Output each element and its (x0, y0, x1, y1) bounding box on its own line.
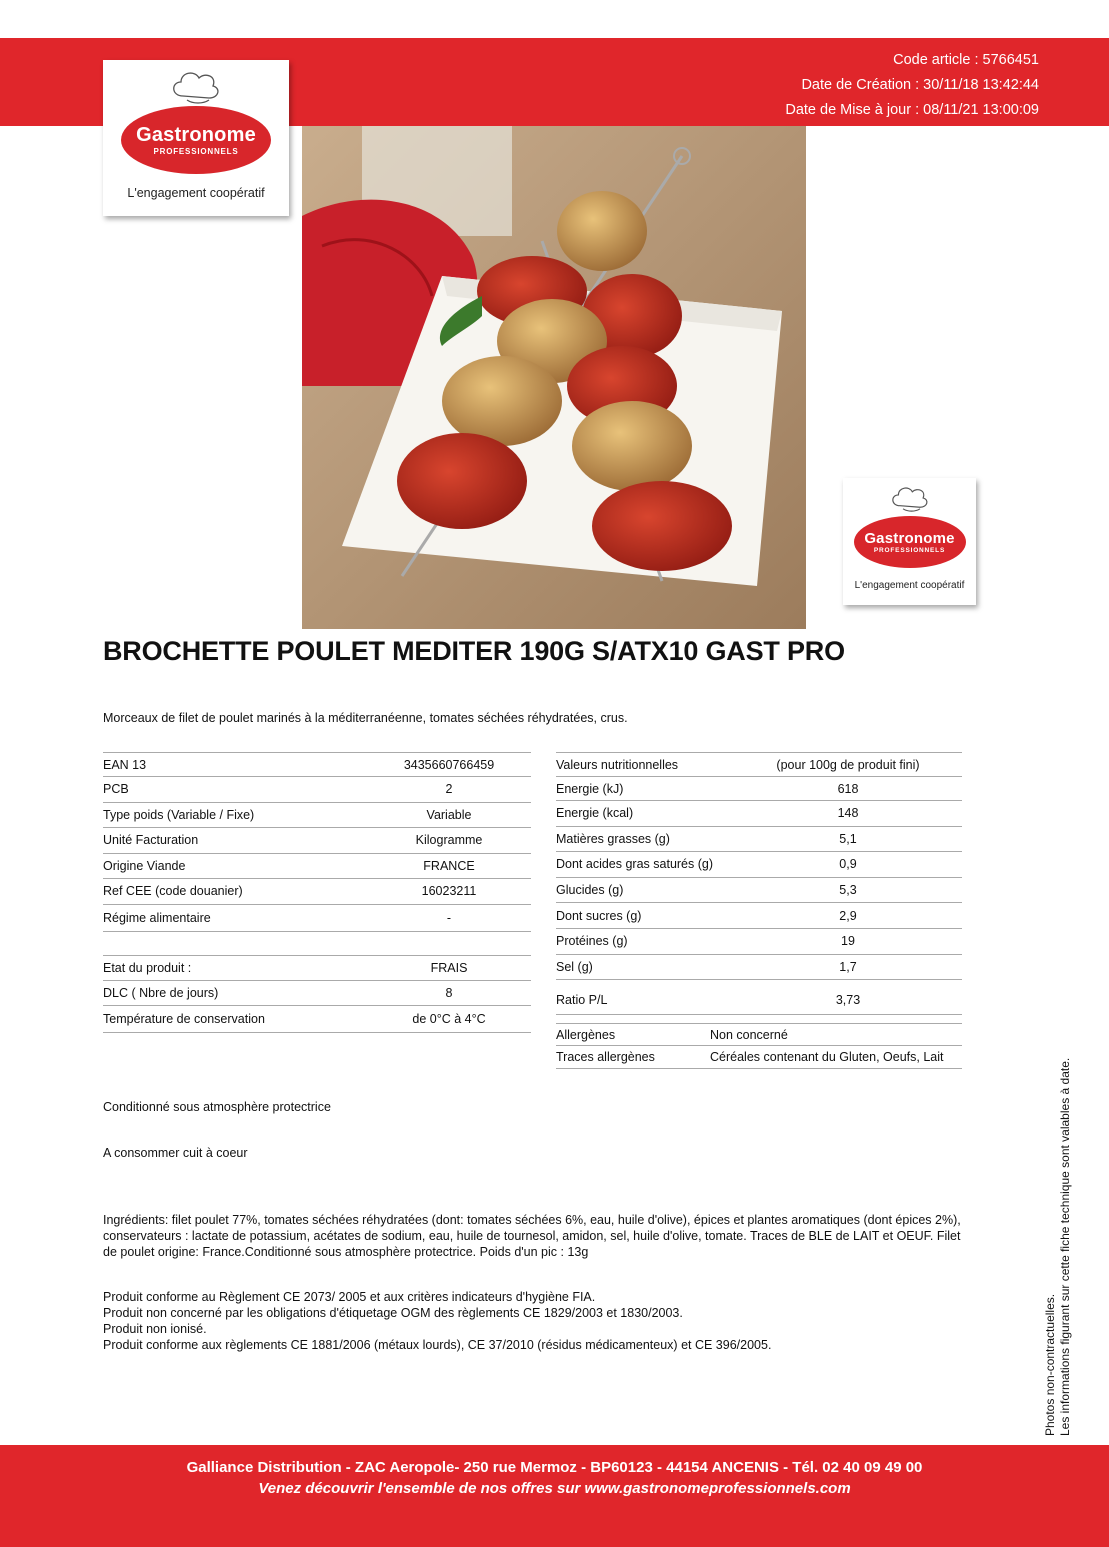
date-creation: Date de Création : 30/11/18 13:42:44 (801, 77, 1039, 93)
footer-address: Galliance Distribution - ZAC Aeropole- 250 rue Mermoz - BP60123 - 44154 ANCENIS - Tél. 02 40 09 49 00 (186, 1459, 923, 1476)
table-row: Energie (kcal) 148 (556, 801, 962, 827)
brand-logo-main (103, 60, 289, 216)
brand-badge (854, 516, 966, 568)
packaging-note: Conditionné sous atmosphère protectrice (103, 1100, 331, 1114)
allergen-row: Allergènes Non concerné (556, 1023, 962, 1046)
table-row: Dont acides gras saturés (g) 0,9 (556, 852, 962, 878)
chef-hat-icon (883, 482, 937, 514)
footer-website: Venez découvrir l'ensemble de nos offres sur www.gastronomeprofessionnels.com (258, 1480, 851, 1497)
table-row: EAN 13 3435660766459 (103, 752, 531, 777)
table-row: Glucides (g) 5,3 (556, 878, 962, 904)
table-row: Régime alimentaire - (103, 905, 531, 932)
brand-sub: PROFESSIONNELS (153, 147, 239, 156)
table-row: Température de conservation de 0°C à 4°C (103, 1006, 531, 1033)
table-row: Type poids (Variable / Fixe) Variable (103, 803, 531, 829)
table-row: PCB 2 (103, 777, 531, 803)
table-row: Matières grasses (g) 5,1 (556, 827, 962, 853)
table-row: Energie (kJ) 618 (556, 777, 962, 801)
compliance-line: Produit conforme aux règlements CE 1881/2006 (métaux lourds), CE 37/2010 (résidus médicamenteux) et CE 396/2005. (103, 1338, 772, 1352)
table-row: Ref CEE (code douanier) 16023211 (103, 879, 531, 905)
brand-badge (121, 106, 271, 174)
table-row: Sel (g) 1,7 (556, 955, 962, 981)
brand-tagline: L'engagement coopératif (854, 580, 965, 591)
brand-tagline: L'engagement coopératif (127, 186, 265, 200)
brand-name: Gastronome (864, 530, 955, 547)
chef-hat-icon (161, 66, 231, 106)
product-title: BROCHETTE POULET MEDITER 190G S/ATX10 GAST PRO (103, 636, 845, 666)
brand-name: Gastronome (136, 124, 256, 146)
cooking-note: A consommer cuit à coeur (103, 1146, 248, 1160)
table-row: Protéines (g) 19 (556, 929, 962, 955)
ratio-row: Ratio P/L 3,73 (556, 980, 962, 1015)
table-header-row: Valeurs nutritionnelles (pour 100g de produit fini) (556, 752, 962, 777)
product-description: Morceaux de filet de poulet marinés à la méditerranéenne, tomates séchées réhydratées, crus. (103, 711, 628, 725)
compliance-block (103, 1289, 973, 1353)
table-row: Origine Viande FRANCE (103, 854, 531, 880)
ingredients: Ingrédients: filet poulet 77%, tomates séchées réhydratées (dont: tomates séchées 6%, eau, huile d'olive), épices et plantes aromatiques (dont épices 2%), conservateurs : lactate de potassium, acétates de sodium, eau, huile de tournesol, amidon, sel, huile d'olive, tomate. Traces de BLE de LAIT et OEUF. Filet de poulet origine: France.Conditionné sous atmosphère protectrice. Poids d'un pic : 13g (103, 1213, 961, 1259)
compliance-line: Produit conforme au Règlement CE 2073/ 2005 et aux critères indicateurs d'hygiène FIA. (103, 1290, 596, 1304)
table-row: Etat du produit : FRAIS (103, 956, 531, 981)
allergen-row: Traces allergènes Céréales contenant du Gluten, Oeufs, Lait (556, 1046, 962, 1069)
compliance-line: Produit non ionisé. (103, 1322, 207, 1336)
brand-sub: PROFESSIONNELS (873, 547, 946, 554)
table-row: Unité Facturation Kilogramme (103, 828, 531, 854)
footer-band (0, 1445, 1109, 1547)
table-row: DLC ( Nbre de jours) 8 (103, 981, 531, 1006)
compliance-line: Produit non concerné par les obligations d'étiquetage OGM des règlements CE 1829/2003 et 1830/2003. (103, 1306, 683, 1320)
table-spacer-row (103, 932, 531, 956)
brand-logo-secondary (843, 478, 976, 605)
table-row: Dont sucres (g) 2,9 (556, 903, 962, 929)
header-meta (785, 48, 1039, 123)
disclaimer-vertical: Photos non-contractuelles. Les informations figurant sur cette fiche technique sont valables à date. (1043, 1057, 1072, 1436)
product-photo (302, 126, 806, 629)
spec-table (103, 752, 531, 1033)
date-update: Date de Mise à jour : 08/11/21 13:00:09 (785, 102, 1039, 118)
code-article: Code article : 5766451 (893, 52, 1039, 68)
nutrition-table (556, 752, 962, 1069)
